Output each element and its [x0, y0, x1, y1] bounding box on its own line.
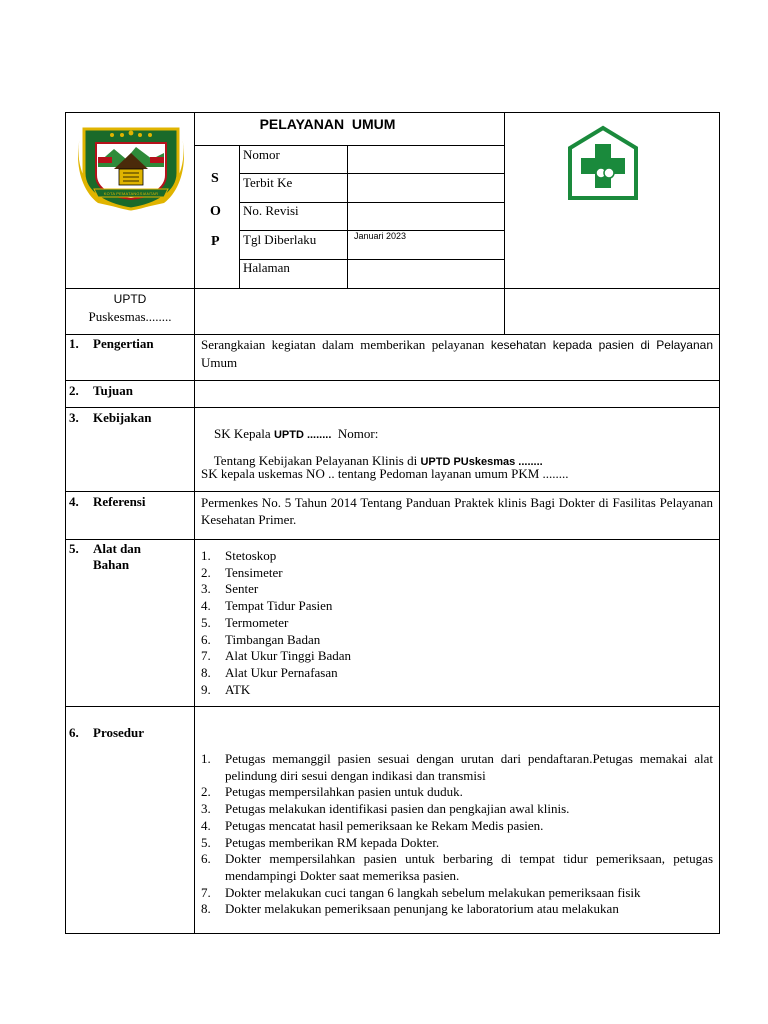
unit-line2: Puskesmas........	[88, 309, 172, 324]
referensi-text: Permenkes No. 5 Tahun 2014 Tentang Panduan Praktek klinis Bagi Dokter di Fasilitas Pelayanan Kesehatan Primer.	[201, 495, 713, 527]
field-label-tgl-diberlaku: Tgl Diberlaku	[243, 232, 317, 247]
section-prosedur-num: 6.	[69, 725, 79, 740]
table-border	[194, 145, 505, 146]
unit-name	[66, 290, 194, 326]
field-label-halaman: Halaman	[243, 260, 290, 275]
table-border	[347, 145, 348, 288]
list-item: 6. Dokter mempersilahkan pasien untuk berbaring di tempat tidur pemeriksaan, petugas mendampingi Dokter saat memeriksa pasien.	[201, 851, 713, 883]
list-item: 5. Termometer	[201, 614, 289, 630]
kebijakan-line-1b: UPTD ........	[273, 429, 332, 441]
kebijakan-line-3: SK kepala uskemas NO .. tentang Pedoman layanan umum PKM ........	[201, 466, 569, 481]
table-border	[65, 380, 720, 381]
sop-title: PELAYANAN UMUM	[259, 116, 396, 132]
sop-letter-s: S	[211, 171, 219, 186]
list-item: 5. Petugas memberikan RM kepada Dokter.	[201, 834, 440, 850]
kebijakan-line-1c: Nomor:	[331, 426, 379, 441]
list-item: 2. Tensimeter	[201, 564, 283, 580]
table-border	[65, 491, 720, 492]
section-kebijakan-label: Kebijakan	[93, 410, 152, 425]
pengertian-text-c: Umum	[201, 355, 238, 370]
list-item: 3. Petugas melakukan identifikasi pasien dan pengkajian awal klinis.	[201, 801, 570, 817]
table-border	[65, 112, 720, 113]
list-item: 6. Timbangan Badan	[201, 631, 321, 647]
list-item: 3. Senter	[201, 581, 259, 597]
kebijakan-line-2a: Tentang Kebijakan Pelayanan Klinis di	[213, 453, 421, 468]
prosedur-list	[195, 751, 713, 918]
pengertian-text-a: Serangkaian kegiatan dalam memberikan pelayanan	[201, 337, 491, 352]
list-item: 4. Tempat Tidur Pasien	[201, 598, 333, 614]
kebijakan-line-1a: SK Kepala	[214, 426, 274, 441]
table-border	[65, 112, 66, 934]
section-referensi-num: 4.	[69, 494, 79, 509]
section-tujuan-label: Tujuan	[93, 383, 133, 398]
list-item: 4. Petugas mencatat hasil pemeriksaan ke Rekam Medis pasien.	[201, 817, 544, 833]
sop-letter-p: P	[211, 234, 220, 249]
sop-letter-o: O	[210, 204, 221, 219]
table-border	[719, 112, 720, 934]
table-border	[65, 706, 720, 707]
field-label-terbit-ke: Terbit Ke	[243, 175, 293, 190]
list-item: 7. Dokter melakukan cuci tangan 6 langkah sebelum melakukan pemeriksaan fisik	[201, 884, 641, 900]
table-border	[65, 288, 720, 289]
table-border	[65, 407, 720, 408]
list-item: 2. Petugas mempersilahkan pasien untuk duduk.	[201, 784, 463, 800]
field-label-no-revisi: No. Revisi	[243, 203, 299, 218]
section-alat-num: 5.	[69, 541, 79, 556]
table-border	[65, 933, 720, 934]
field-label-nomor: Nomor	[243, 147, 280, 162]
section-tujuan-num: 2.	[69, 383, 79, 398]
list-item: 1. Petugas memanggil pasien sesuai dengan urutan dari pendaftaran.Petugas memakai alat pelindung diri sesui dengan indikasi dan transmisi	[201, 751, 713, 783]
unit-line1: UPTD	[113, 292, 147, 306]
table-border	[239, 145, 240, 288]
section-prosedur-label: Prosedur	[93, 725, 145, 740]
list-item: 9. ATK	[201, 681, 251, 697]
list-item: 8. Alat Ukur Pernafasan	[201, 664, 338, 680]
pengertian-text	[201, 336, 713, 371]
section-pengertian-num: 1.	[69, 336, 79, 351]
table-border	[65, 334, 720, 335]
pengertian-text-b: kesehatan kepada pasien di Pelayanan	[490, 338, 714, 352]
list-item: 7. Alat Ukur Tinggi Badan	[201, 648, 352, 664]
prosedur-list-clip	[195, 751, 715, 933]
emblem-caption: KOTA PEMATANGSIANTAR	[103, 191, 159, 196]
section-referensi-label: Referensi	[93, 494, 146, 509]
section-pengertian-label: Pengertian	[93, 336, 154, 351]
field-value-tgl-diberlaku: Januari 2023	[354, 231, 407, 241]
kebijakan-line-2b: UPTD PUskesmas ........	[420, 456, 543, 468]
section-kebijakan-num: 3.	[69, 410, 79, 425]
kota-pematangsiantar-emblem-icon	[76, 119, 186, 211]
table-border	[65, 539, 720, 540]
list-item: 8. Dokter melakukan pemeriksaan penunjang ke laboratorium atau melakukan	[201, 901, 619, 917]
alat-list	[195, 548, 713, 698]
puskesmas-cross-icon	[567, 125, 639, 203]
section-alat-label: Alat dan Bahan	[93, 541, 142, 572]
list-item: 1. Stetoskop	[201, 548, 277, 563]
table-border	[239, 173, 505, 174]
